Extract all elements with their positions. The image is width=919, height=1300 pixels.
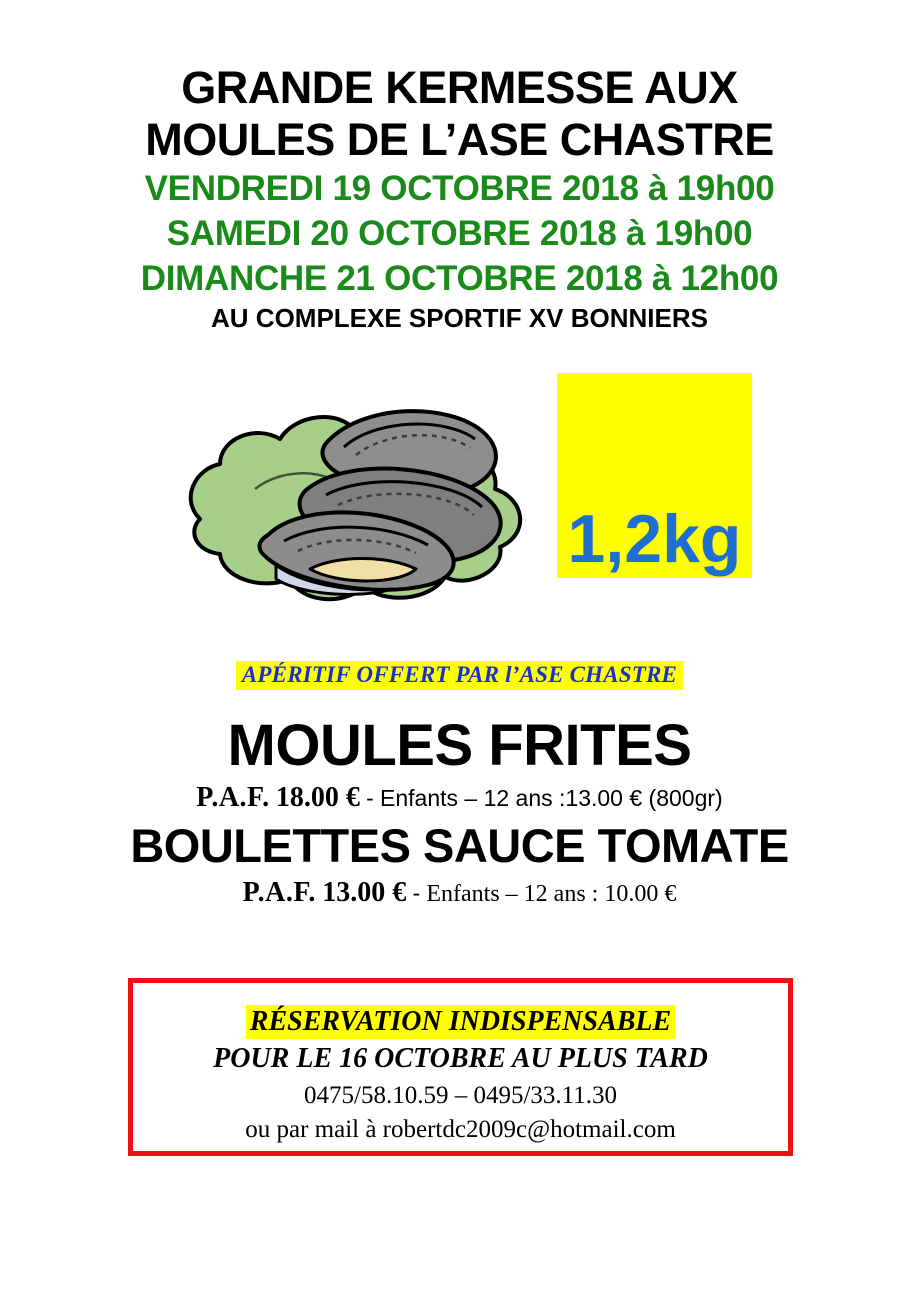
- event-date-sunday: DIMANCHE 21 OCTOBRE 2018 à 12h00: [140, 259, 779, 298]
- title-line-1: GRANDE KERMESSE AUX: [181, 62, 738, 113]
- title-line-2: MOULES DE L’ASE CHASTRE: [145, 114, 774, 165]
- price-separator-moules: -: [366, 785, 374, 811]
- event-date-saturday: SAMEDI 20 OCTOBRE 2018 à 19h00: [166, 214, 753, 253]
- weight-badge-label: 1,2kg: [567, 501, 742, 577]
- aperitif-text: APÉRITIF OFFERT PAR l’ASE CHASTRE: [236, 661, 683, 690]
- price-boulettes: 13.00 €: [322, 877, 407, 908]
- price-separator-boulettes: -: [412, 880, 421, 906]
- reservation-headline: RÉSERVATION INDISPENSABLE: [246, 1005, 675, 1039]
- weight-badge: [557, 373, 752, 578]
- venue-line: AU COMPLEXE SPORTIF XV BONNIERS: [211, 303, 708, 333]
- reservation-box: [128, 978, 793, 1156]
- price-line-boulettes: [0, 875, 919, 912]
- mussels-illustration: [160, 369, 560, 629]
- paf-label-boulettes: P.A.F.: [242, 877, 316, 908]
- children-price-moules: Enfants – 12 ans :13.00 € (800gr): [380, 785, 723, 811]
- media-row: [0, 379, 919, 639]
- price-moules: 18.00 €: [275, 782, 360, 813]
- children-price-boulettes: Enfants – 12 ans : 10.00 €: [426, 881, 677, 907]
- menu-item-moules-frites: MOULES FRITES: [227, 713, 692, 778]
- menu-item-boulettes: BOULETTES SAUCE TOMATE: [130, 819, 789, 872]
- menu-section: [0, 712, 919, 912]
- poster-header: [0, 0, 919, 335]
- price-line-moules-frites: [0, 780, 919, 817]
- paf-label-moules: P.A.F.: [196, 782, 270, 813]
- reservation-headline-wrap: [133, 1005, 788, 1039]
- aperitif-banner: [0, 661, 919, 690]
- event-date-friday: VENDREDI 19 OCTOBRE 2018 à 19h00: [144, 169, 775, 208]
- reservation-deadline: POUR LE 16 OCTOBRE AU PLUS TARD: [213, 1043, 708, 1074]
- reservation-email: ou par mail à robertdc2009c@hotmail.com: [245, 1116, 676, 1143]
- reservation-phones: 0475/58.10.59 – 0495/33.11.30: [304, 1082, 617, 1109]
